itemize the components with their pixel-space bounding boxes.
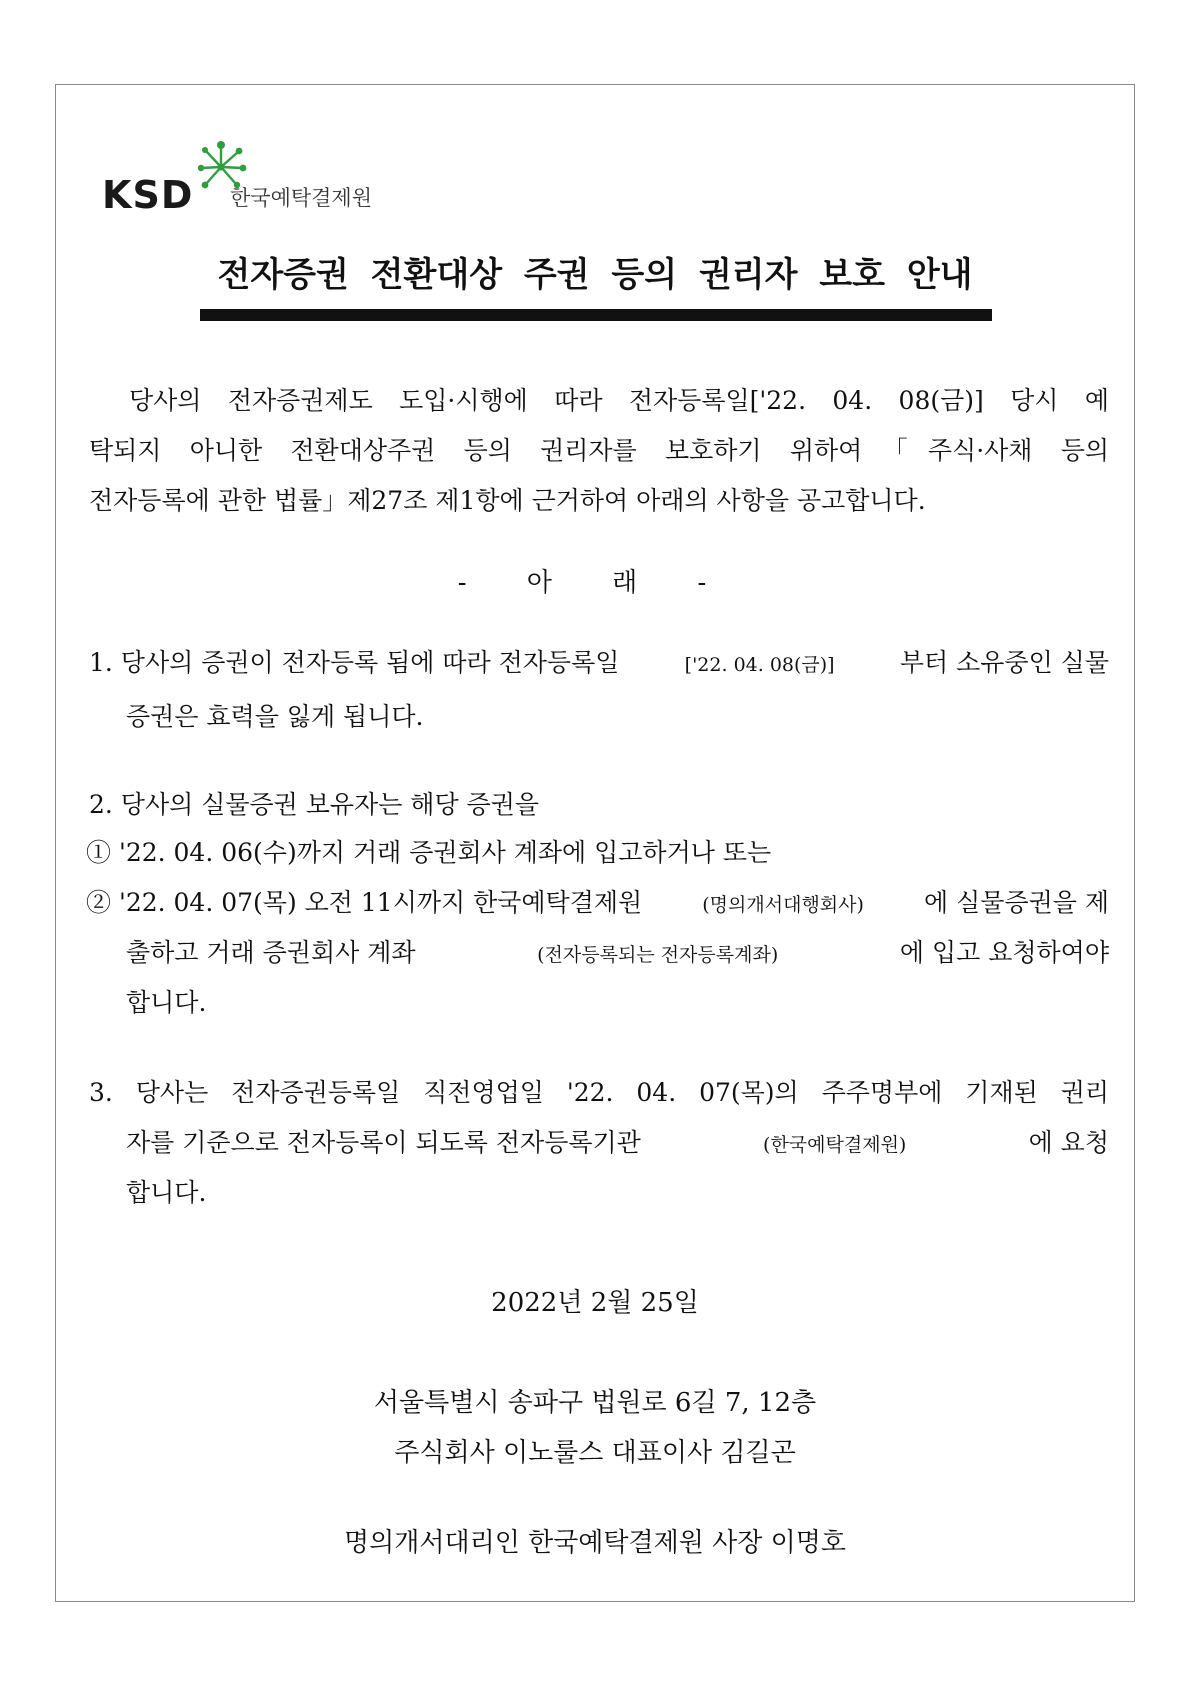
item-2-sub-2-line-2-note: (전자등록되는 전자등록계좌) — [537, 944, 779, 966]
item-2-sub-2-text: ② '22. 04. 07(목) 오전 11시까지 한국예탁결제원 — [86, 888, 643, 917]
section-separator: - 아 래 - — [457, 568, 733, 598]
item-3-line-2-end: 에 요청 — [1028, 1128, 1109, 1157]
item-2-sub-2-note: (명의개서대행회사) — [702, 894, 864, 916]
page-title: 전자증권 전환대상 주권 등의 권리자 보호 안내 — [217, 255, 973, 295]
notice-date: 2022년 2월 25일 — [491, 1288, 699, 1318]
item-1-date: ['22. 04. 08(금)] — [684, 654, 835, 676]
item-2-sub-1: ① '22. 04. 06(수)까지 거래 증권회사 계좌에 입고하거나 또는 — [86, 838, 772, 867]
intro-line-3: 전자등록에 관한 법률」제27조 제1항에 근거하여 아래의 사항을 공고합니다. — [89, 486, 926, 515]
item-1-line-2: 증권은 효력을 잃게 됩니다. — [126, 702, 424, 731]
ksd-logo — [102, 140, 402, 220]
item-1-text-end: 부터 소유중인 실물 — [899, 648, 1109, 677]
item-1-line-1 — [89, 650, 1109, 675]
title-underline — [200, 309, 992, 321]
company-representative: 주식회사 이노룰스 대표이사 김길곤 — [394, 1438, 796, 1468]
org-name: 한국예탁결제원 — [230, 186, 373, 210]
item-3-line-1: 3. 당사는 전자증권등록일 직전영업일 '22. 04. 07(목)의 주주명부에 기재된 권리 — [89, 1078, 1109, 1107]
item-2-sub-2-line-2 — [126, 940, 1109, 965]
item-3-line-2-note: (한국예탁결제원) — [763, 1134, 907, 1156]
item-3-line-2-text: 자를 기준으로 전자등록이 되도록 전자등록기관 — [126, 1128, 641, 1157]
item-2-sub-2-line-2-end: 에 입고 요청하여야 — [899, 938, 1109, 967]
item-2-sub-2-line-1 — [86, 890, 1109, 915]
item-3-line-2 — [126, 1130, 1109, 1155]
logo-text: KSD — [102, 173, 194, 217]
item-2-line-1: 2. 당사의 실물증권 보유자는 해당 증권을 — [89, 790, 539, 819]
intro-line-1: 당사의 전자증권제도 도입·시행에 따라 전자등록일['22. 04. 08(금)] 당시 예 — [129, 386, 1109, 415]
company-address: 서울특별시 송파구 법원로 6길 7, 12층 — [373, 1388, 817, 1418]
transfer-agent: 명의개서대리인 한국예탁결제원 사장 이명호 — [344, 1528, 846, 1558]
item-2-sub-2-line-2-text: 출하고 거래 증권회사 계좌 — [126, 938, 416, 967]
item-2-sub-2-text-end: 에 실물증권을 제 — [924, 888, 1109, 917]
item-1-text: 1. 당사의 증권이 전자등록 됨에 따라 전자등록일 — [89, 648, 620, 677]
intro-line-2: 탁되지 아니한 전환대상주권 등의 권리자를 보호하기 위하여「주식·사채 등의 — [89, 436, 1109, 465]
item-2-sub-2-line-3: 합니다. — [126, 988, 207, 1017]
item-3-line-3: 합니다. — [126, 1178, 207, 1207]
